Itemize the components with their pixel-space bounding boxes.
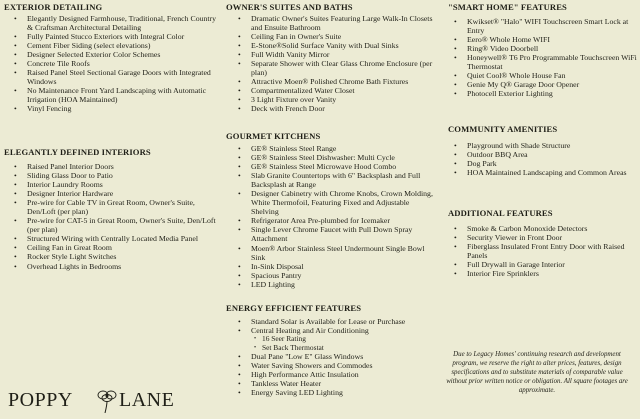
list-item: • Pre-wire for CAT-5 in Great Room, Owner's Suite, Den/Loft (per plan) <box>0 216 222 234</box>
interiors-heading: ELEGANTLY DEFINED INTERIORS <box>4 147 151 157</box>
list-item: • Playground with Shade Structure <box>440 141 640 150</box>
poppy-flower-icon <box>96 387 118 413</box>
list-item: • Dramatic Owner's Suites Featuring Large Walk-In Closets and Ensuite Bathroom <box>224 14 438 32</box>
list-item: • Single Lever Chrome Faucet with Pull Down Spray Attachment <box>224 225 438 243</box>
additional-section <box>440 208 640 278</box>
list-item: • Energy Saving LED Lighting <box>224 388 438 397</box>
list-item: • Compartmentalized Water Closet <box>224 86 438 95</box>
list-item: • 16 Seer Rating <box>224 335 438 344</box>
community-heading: COMMUNITY AMENITIES <box>448 124 558 134</box>
list-item: • Quiet Cool® Whole House Fan <box>440 71 640 80</box>
list-item: • Spacious Pantry <box>224 271 438 280</box>
list-item: • Ring® Video Doorbell <box>440 44 640 53</box>
list-item: • Designer Cabinetry with Chrome Knobs, Crown Molding, White Thermofoil, Featuring Fixed and Adjustable Shelving <box>224 189 438 216</box>
list-item: • Dog Park <box>440 159 640 168</box>
list-item: • Moen® Arbor Stainless Steel Undermount Single Bowl Sink <box>224 244 438 262</box>
list-item: • Ceiling Fan in Owner's Suite <box>224 32 438 41</box>
poppy-lane-logo <box>8 387 208 417</box>
list-item: • Genie My Q® Garage Door Opener <box>440 80 640 89</box>
list-item: • Rocker Style Light Switches <box>0 252 222 261</box>
energy-list <box>224 317 438 335</box>
energy-list-continued <box>224 352 438 397</box>
additional-list <box>440 224 640 278</box>
list-item: • Concrete Tile Roofs <box>0 59 222 68</box>
list-item: • Pre-wire for Cable TV in Great Room, Owner's Suite, Den/Loft (per plan) <box>0 198 222 216</box>
list-item: • Interior Laundry Rooms <box>0 180 222 189</box>
list-item: • Set Back Thermostat <box>224 344 438 353</box>
list-item: • Photocell Exterior Lighting <box>440 89 640 98</box>
interiors-list <box>0 162 222 271</box>
list-item: • HOA Maintained Landscaping and Common Areas <box>440 168 640 177</box>
list-item: • Honeywell® T6 Pro Programmable Touchscreen WiFi Thermostat <box>440 53 640 71</box>
list-item: • Structured Wiring with Centrally Located Media Panel <box>0 234 222 243</box>
list-item: • Raised Panel Interior Doors <box>0 162 222 171</box>
list-item: • High Performance Attic Insulation <box>224 370 438 379</box>
logo-word-lane: LANE <box>119 389 175 411</box>
community-section <box>440 124 640 177</box>
energy-section <box>224 303 438 398</box>
owners-suite-list <box>224 14 438 114</box>
list-item: • Elegantly Designed Farmhouse, Traditional, French Country & Craftsman Architectural Detailing <box>0 14 222 32</box>
list-item: • Deck with French Door <box>224 104 438 113</box>
owners-suite-section <box>224 2 438 114</box>
list-item: • LED Lighting <box>224 280 438 289</box>
exterior-heading: EXTERIOR DETAILING <box>4 2 103 12</box>
list-item: • Separate Shower with Clear Glass Chrome Enclosure (per plan) <box>224 59 438 77</box>
list-item: • Central Heating and Air Conditioning <box>224 326 438 335</box>
list-item: • Ceiling Fan in Great Room <box>0 243 222 252</box>
owners-suite-heading: OWNER'S SUITES AND BATHS <box>226 2 353 12</box>
list-item: • No Maintenance Front Yard Landscaping with Automatic Irrigation (HOA Maintained) <box>0 86 222 104</box>
list-item: • Security Viewer in Front Door <box>440 233 640 242</box>
energy-sub-list <box>224 335 438 352</box>
exterior-section <box>0 2 222 114</box>
smart-home-heading: "SMART HOME" FEATURES <box>448 2 567 12</box>
list-item: • In-Sink Disposal <box>224 262 438 271</box>
list-item: • Kwikset® "Halo" WIFI Touchscreen Smart Lock at Entry <box>440 17 640 35</box>
energy-heading: ENERGY EFFICIENT FEATURES <box>226 303 362 313</box>
list-item: • Slab Granite Countertops with 6" Backsplash and Full Backsplash at Range <box>224 171 438 189</box>
list-item: • Smoke & Carbon Monoxide Detectors <box>440 224 640 233</box>
list-item: • GE® Stainless Steel Microwave Hood Combo <box>224 162 438 171</box>
list-item: • Fiberglass Insulated Front Entry Door with Raised Panels <box>440 242 640 260</box>
kitchens-list <box>224 144 438 289</box>
list-item: • E-Stone®Solid Surface Vanity with Dual Sinks <box>224 41 438 50</box>
list-item: • Water Saving Showers and Commodes <box>224 361 438 370</box>
smart-home-section <box>440 2 640 98</box>
list-item: • Designer Interior Hardware <box>0 189 222 198</box>
list-item: • Overhead Lights in Bedrooms <box>0 262 222 271</box>
list-item: • GE® Stainless Steel Dishwasher: Multi Cycle <box>224 153 438 162</box>
list-item: • Full Drywall in Garage Interior <box>440 260 640 269</box>
list-item: • Interior Fire Sprinklers <box>440 269 640 278</box>
additional-heading: ADDITIONAL FEATURES <box>448 208 553 218</box>
list-item: • Fully Painted Stucco Exteriors with Integral Color <box>0 32 222 41</box>
list-item: • Sliding Glass Door to Patio <box>0 171 222 180</box>
exterior-list <box>0 14 222 114</box>
list-item: • Vinyl Fencing <box>0 104 222 113</box>
disclaimer-text: Due to Legacy Homes' continuing research and development program, we reserve the right to alter prices, features, design specifications and to substitute materials of comparable value without prior written notice or obligation. All square footages are approximate. <box>446 351 628 394</box>
list-item: • Cement Fiber Siding (select elevations) <box>0 41 222 50</box>
list-item: • Full Width Vanity Mirror <box>224 50 438 59</box>
list-item: • Designer Selected Exterior Color Schemes <box>0 50 222 59</box>
list-item: • Outdoor BBQ Area <box>440 150 640 159</box>
list-item: • Refrigerator Area Pre-plumbed for Icemaker <box>224 216 438 225</box>
community-list <box>440 141 640 177</box>
list-item: • Tankless Water Heater <box>224 379 438 388</box>
list-item: • Raised Panel Steel Sectional Garage Doors with Integrated Windows <box>0 68 222 86</box>
kitchens-heading: GOURMET KITCHENS <box>226 131 321 141</box>
list-item: • Attractive Moen® Polished Chrome Bath Fixtures <box>224 77 438 86</box>
list-item: • 3 Light Fixture over Vanity <box>224 95 438 104</box>
list-item: • Dual Pane "Low E" Glass Windows <box>224 352 438 361</box>
interiors-section <box>0 147 222 271</box>
list-item: • GE® Stainless Steel Range <box>224 144 438 153</box>
list-item: • Standard Solar is Available for Lease or Purchase <box>224 317 438 326</box>
logo-word-poppy: POPPY <box>8 389 73 411</box>
list-item: • Eero® Whole Home WIFI <box>440 35 640 44</box>
kitchens-section <box>224 131 438 289</box>
smart-home-list <box>440 17 640 98</box>
